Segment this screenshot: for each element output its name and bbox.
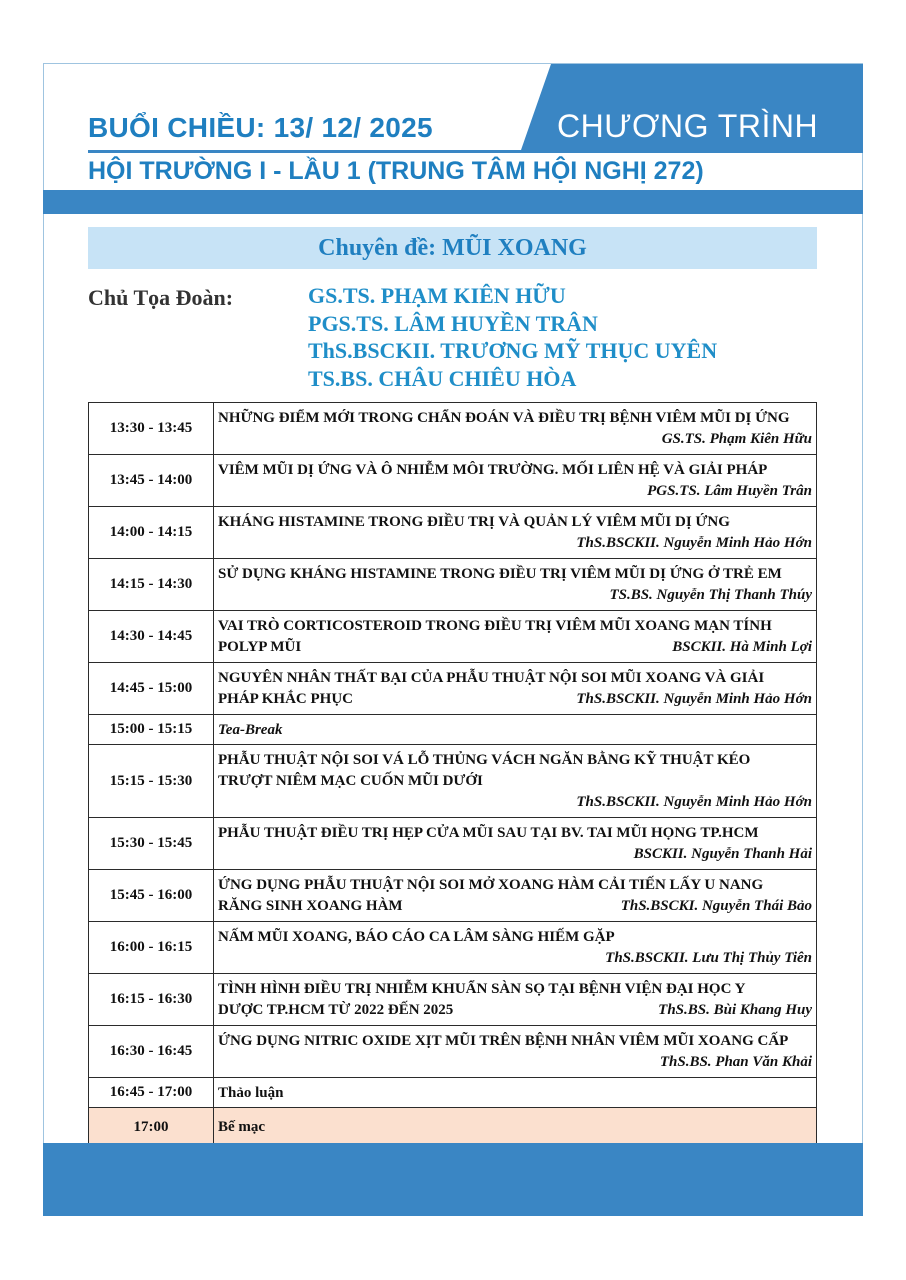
schedule-row	[89, 715, 817, 745]
talk-title-continued: TRƯỢT NIÊM MẠC CUỐN MŨI DƯỚI	[218, 773, 483, 789]
schedule-table	[88, 402, 817, 1147]
talk-title: TÌNH HÌNH ĐIỀU TRỊ NHIỄM KHUẨN SÀN SỌ TẠI BỆNH VIỆN ĐẠI HỌC Y	[218, 981, 746, 997]
time-slot: 14:45 - 15:00	[89, 663, 214, 715]
schedule-row	[89, 559, 817, 611]
speaker-name: BSCKII. Nguyễn Thanh Hải	[633, 846, 812, 862]
speaker-name: ThS.BS. Bùi Khang Huy	[658, 1002, 812, 1018]
schedule-row	[89, 745, 817, 818]
time-slot: 17:00	[89, 1108, 214, 1147]
schedule-row	[89, 1026, 817, 1078]
time-slot: 15:30 - 15:45	[89, 818, 214, 870]
top-color-bar	[43, 190, 863, 214]
talk-title: ỨNG DỤNG PHẪU THUẬT NỘI SOI MỞ XOANG HÀM CẢI TIẾN LẤY U NANG	[218, 877, 764, 893]
talk-title: NGUYÊN NHÂN THẤT BẠI CỦA PHẪU THUẬT NỘI SOI MŨI XOANG VÀ GIẢI	[218, 670, 765, 686]
break-cell	[214, 715, 817, 745]
talk-title: PHẪU THUẬT NỘI SOI VÁ LỖ THỦNG VÁCH NGĂN BẰNG KỸ THUẬT KÉO	[218, 752, 751, 768]
talk-title: SỬ DỤNG KHÁNG HISTAMINE TRONG ĐIỀU TRỊ VIÊM MŨI DỊ ỨNG Ở TRẺ EM	[218, 566, 782, 582]
bottom-color-bar	[43, 1143, 863, 1216]
chair-name: ThS.BSCKII. TRƯƠNG MỸ THỤC UYÊN	[308, 338, 718, 363]
talk-title: PHẪU THUẬT ĐIỀU TRỊ HẸP CỬA MŨI SAU TẠI BV. TAI MŨI HỌNG TP.HCM	[218, 825, 759, 841]
closing-label: Bế mạc	[218, 1119, 266, 1135]
schedule-row	[89, 663, 817, 715]
chair-name: TS.BS. CHÂU CHIÊU HÒA	[308, 365, 577, 391]
speaker-name: ThS.BSCKII. Nguyễn Minh Hảo Hớn	[576, 794, 812, 810]
session-date: BUỔI CHIỀU: 13/ 12/ 2025	[88, 112, 433, 143]
talk-title: ỨNG DỤNG NITRIC OXIDE XỊT MŨI TRÊN BỆNH NHÂN VIÊM MŨI XOANG CẤP	[218, 1033, 789, 1049]
talk-title: VIÊM MŨI DỊ ỨNG VÀ Ô NHIỄM MÔI TRƯỜNG. MỐI LIÊN HỆ VÀ GIẢI PHÁP	[218, 462, 768, 478]
time-slot: 13:30 - 13:45	[89, 403, 214, 455]
speaker-name: TS.BS. Nguyễn Thị Thanh Thúy	[609, 587, 812, 603]
schedule-row	[89, 455, 817, 507]
discussion-cell	[214, 1078, 817, 1108]
time-slot: 13:45 - 14:00	[89, 455, 214, 507]
time-slot: 16:45 - 17:00	[89, 1078, 214, 1108]
discussion-label: Thảo luận	[218, 1084, 284, 1101]
schedule-row	[89, 922, 817, 974]
talk-title: NHỮNG ĐIỂM MỚI TRONG CHẨN ĐOÁN VÀ ĐIỀU TRỊ BỆNH VIÊM MŨI DỊ ỨNG	[218, 410, 790, 426]
schedule-row	[89, 507, 817, 559]
speaker-name: ThS.BSCKI. Nguyễn Thái Bảo	[620, 898, 812, 914]
talk-line-with-speaker	[218, 896, 812, 917]
schedule-row	[89, 818, 817, 870]
banner-title: CHƯƠNG TRÌNH	[557, 108, 819, 144]
talk-cell	[214, 818, 817, 870]
speaker-name: GS.TS. Phạm Kiên Hữu	[661, 431, 812, 447]
speaker-name: ThS.BSCKII. Nguyễn Minh Hảo Hớn	[576, 535, 812, 551]
header-divider	[88, 150, 863, 153]
topic-heading: Chuyên đề: MŨI XOANG	[88, 227, 817, 269]
time-slot: 16:30 - 16:45	[89, 1026, 214, 1078]
speaker-name: ThS.BSCKII. Nguyễn Minh Hảo Hớn	[576, 691, 812, 707]
talk-title-continued: POLYP MŨI	[218, 639, 302, 655]
speaker-name: PGS.TS. Lâm Huyền Trân	[647, 483, 812, 499]
schedule-row	[89, 974, 817, 1026]
talk-cell	[214, 663, 817, 715]
chair-name: PGS.TS. LÂM HUYỀN TRÂN	[308, 310, 598, 336]
time-slot: 15:15 - 15:30	[89, 745, 214, 818]
speaker-name: ThS.BSCKII. Lưu Thị Thủy Tiên	[605, 950, 812, 966]
hall-location: HỘI TRƯỜNG I - LẦU 1 (TRUNG TÂM HỘI NGHỊ 272)	[88, 157, 704, 185]
talk-line-with-speaker	[218, 637, 812, 658]
talk-title-continued: PHÁP KHẮC PHỤC	[218, 691, 353, 707]
talk-cell	[214, 974, 817, 1026]
talk-title: NẤM MŨI XOANG, BÁO CÁO CA LÂM SÀNG HIẾM GẶP	[218, 929, 615, 945]
talk-cell	[214, 559, 817, 611]
schedule-row	[89, 611, 817, 663]
talk-cell	[214, 870, 817, 922]
talk-cell	[214, 1026, 817, 1078]
speaker-name: BSCKII. Hà Minh Lợi	[672, 639, 812, 655]
talk-title: VAI TRÒ CORTICOSTEROID TRONG ĐIỀU TRỊ VIÊM MŨI XOANG MẠN TÍNH	[218, 618, 772, 634]
schedule-row	[89, 870, 817, 922]
chairs-list	[308, 282, 717, 392]
time-slot: 14:00 - 14:15	[89, 507, 214, 559]
chair-name: GS.TS. PHẠM KIÊN HỮU	[308, 283, 566, 308]
speaker-name: ThS.BS. Phan Văn Khải	[659, 1054, 812, 1070]
talk-cell	[214, 455, 817, 507]
chairs-label: Chủ Tọa Đoàn:	[88, 285, 234, 310]
talk-title-continued: RĂNG SINH XOANG HÀM	[218, 898, 403, 914]
talk-cell	[214, 922, 817, 974]
time-slot: 16:15 - 16:30	[89, 974, 214, 1026]
time-slot: 14:30 - 14:45	[89, 611, 214, 663]
schedule-row	[89, 403, 817, 455]
schedule-row-closing	[89, 1108, 817, 1147]
talk-cell	[214, 745, 817, 818]
time-slot: 15:45 - 16:00	[89, 870, 214, 922]
talk-line-with-speaker	[218, 1000, 812, 1021]
time-slot: 15:00 - 15:15	[89, 715, 214, 745]
talk-line-with-speaker	[218, 689, 812, 710]
time-slot: 14:15 - 14:30	[89, 559, 214, 611]
program-banner	[521, 64, 863, 150]
talk-title: KHÁNG HISTAMINE TRONG ĐIỀU TRỊ VÀ QUẢN LÝ VIÊM MŨI DỊ ỨNG	[218, 514, 730, 530]
time-slot: 16:00 - 16:15	[89, 922, 214, 974]
talk-title-continued: DƯỢC TP.HCM TỪ 2022 ĐẾN 2025	[218, 1002, 454, 1018]
closing-cell	[214, 1108, 817, 1147]
schedule-row	[89, 1078, 817, 1108]
tea-break-label: Tea-Break	[218, 721, 283, 738]
talk-cell	[214, 403, 817, 455]
talk-cell	[214, 507, 817, 559]
talk-cell	[214, 611, 817, 663]
